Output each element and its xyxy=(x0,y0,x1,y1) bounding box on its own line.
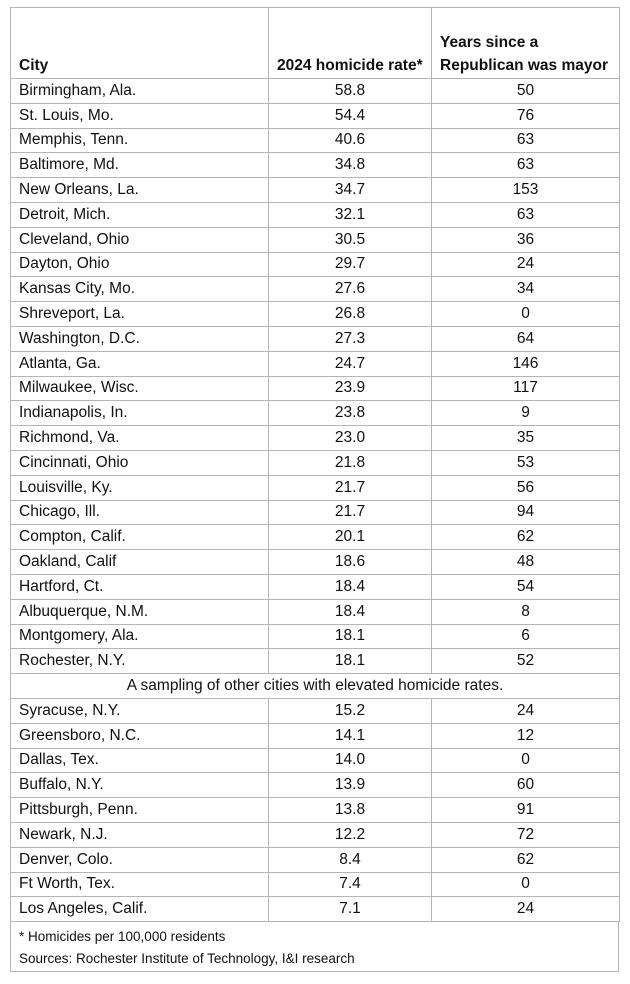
years-cell: 50 xyxy=(432,79,620,104)
city-cell: Denver, Colo. xyxy=(11,847,269,872)
sources: Sources: Rochester Institute of Technology, I&I research xyxy=(19,951,355,967)
city-cell: New Orleans, La. xyxy=(11,178,269,203)
years-cell: 34 xyxy=(432,277,620,302)
header-years-since-republican: Years since a Republican was mayor xyxy=(432,8,620,79)
city-cell: Cleveland, Ohio xyxy=(11,227,269,252)
table-row xyxy=(11,847,620,872)
rate-cell: 18.1 xyxy=(269,649,432,674)
table-row xyxy=(11,872,620,897)
rate-cell: 13.8 xyxy=(269,798,432,823)
city-cell: Cincinnati, Ohio xyxy=(11,450,269,475)
years-cell: 60 xyxy=(432,773,620,798)
table-row xyxy=(11,302,620,327)
table-row xyxy=(11,822,620,847)
table-footer xyxy=(10,922,619,972)
city-cell: Buffalo, N.Y. xyxy=(11,773,269,798)
city-cell: Richmond, Va. xyxy=(11,426,269,451)
rate-cell: 27.3 xyxy=(269,326,432,351)
table-row xyxy=(11,723,620,748)
years-cell: 91 xyxy=(432,798,620,823)
table-row xyxy=(11,550,620,575)
years-cell: 6 xyxy=(432,624,620,649)
table-row xyxy=(11,500,620,525)
city-cell: Dallas, Tex. xyxy=(11,748,269,773)
table-row xyxy=(11,351,620,376)
years-cell: 36 xyxy=(432,227,620,252)
table-row xyxy=(11,649,620,674)
rate-cell: 14.0 xyxy=(269,748,432,773)
homicide-table-container xyxy=(10,7,619,972)
years-cell: 72 xyxy=(432,822,620,847)
section-row xyxy=(11,674,620,699)
rate-cell: 58.8 xyxy=(269,79,432,104)
city-cell: Newark, N.J. xyxy=(11,822,269,847)
city-cell: Hartford, Ct. xyxy=(11,574,269,599)
rate-cell: 32.1 xyxy=(269,202,432,227)
city-cell: Washington, D.C. xyxy=(11,326,269,351)
rate-cell: 15.2 xyxy=(269,698,432,723)
table-row xyxy=(11,475,620,500)
rate-cell: 30.5 xyxy=(269,227,432,252)
years-cell: 24 xyxy=(432,698,620,723)
other-rows xyxy=(11,698,620,921)
years-cell: 0 xyxy=(432,302,620,327)
years-cell: 62 xyxy=(432,525,620,550)
city-cell: Detroit, Mich. xyxy=(11,202,269,227)
rate-cell: 23.9 xyxy=(269,376,432,401)
table-row xyxy=(11,326,620,351)
rate-cell: 21.7 xyxy=(269,500,432,525)
table-row xyxy=(11,624,620,649)
years-cell: 9 xyxy=(432,401,620,426)
rate-cell: 14.1 xyxy=(269,723,432,748)
city-cell: Montgomery, Ala. xyxy=(11,624,269,649)
table-row xyxy=(11,599,620,624)
years-cell: 146 xyxy=(432,351,620,376)
years-cell: 12 xyxy=(432,723,620,748)
city-cell: Baltimore, Md. xyxy=(11,153,269,178)
rate-cell: 12.2 xyxy=(269,822,432,847)
city-cell: Atlanta, Ga. xyxy=(11,351,269,376)
city-cell: Oakland, Calif xyxy=(11,550,269,575)
city-cell: Milwaukee, Wisc. xyxy=(11,376,269,401)
table-row xyxy=(11,773,620,798)
table-row xyxy=(11,178,620,203)
footnote: * Homicides per 100,000 residents xyxy=(19,929,226,945)
table-row xyxy=(11,277,620,302)
section-label: A sampling of other cities with elevated homicide rates. xyxy=(11,674,620,699)
years-cell: 0 xyxy=(432,748,620,773)
rate-cell: 34.8 xyxy=(269,153,432,178)
table-row xyxy=(11,798,620,823)
rate-cell: 23.8 xyxy=(269,401,432,426)
years-cell: 94 xyxy=(432,500,620,525)
years-cell: 63 xyxy=(432,153,620,178)
years-cell: 64 xyxy=(432,326,620,351)
years-cell: 24 xyxy=(432,897,620,922)
header-homicide-rate: 2024 homicide rate* xyxy=(269,8,432,79)
city-cell: Compton, Calif. xyxy=(11,525,269,550)
table-row xyxy=(11,401,620,426)
years-cell: 54 xyxy=(432,574,620,599)
years-cell: 35 xyxy=(432,426,620,451)
rate-cell: 7.4 xyxy=(269,872,432,897)
years-cell: 56 xyxy=(432,475,620,500)
city-cell: Greensboro, N.C. xyxy=(11,723,269,748)
city-cell: Kansas City, Mo. xyxy=(11,277,269,302)
city-cell: St. Louis, Mo. xyxy=(11,103,269,128)
city-cell: Louisville, Ky. xyxy=(11,475,269,500)
city-cell: Chicago, Ill. xyxy=(11,500,269,525)
city-cell: Ft Worth, Tex. xyxy=(11,872,269,897)
city-cell: Rochester, N.Y. xyxy=(11,649,269,674)
city-cell: Birmingham, Ala. xyxy=(11,79,269,104)
city-cell: Memphis, Tenn. xyxy=(11,128,269,153)
rate-cell: 27.6 xyxy=(269,277,432,302)
rate-cell: 29.7 xyxy=(269,252,432,277)
rate-cell: 18.1 xyxy=(269,624,432,649)
rate-cell: 18.4 xyxy=(269,599,432,624)
years-cell: 53 xyxy=(432,450,620,475)
table-row xyxy=(11,426,620,451)
table-row xyxy=(11,103,620,128)
rate-cell: 21.8 xyxy=(269,450,432,475)
city-cell: Shreveport, La. xyxy=(11,302,269,327)
years-cell: 52 xyxy=(432,649,620,674)
table-row xyxy=(11,450,620,475)
rate-cell: 23.0 xyxy=(269,426,432,451)
rate-cell: 7.1 xyxy=(269,897,432,922)
table-row xyxy=(11,376,620,401)
rate-cell: 18.4 xyxy=(269,574,432,599)
table-row xyxy=(11,79,620,104)
rate-cell: 54.4 xyxy=(269,103,432,128)
table-row xyxy=(11,128,620,153)
rate-cell: 13.9 xyxy=(269,773,432,798)
table-row xyxy=(11,897,620,922)
table-row xyxy=(11,252,620,277)
homicide-table xyxy=(10,7,620,922)
rate-cell: 21.7 xyxy=(269,475,432,500)
table-row xyxy=(11,202,620,227)
city-cell: Pittsburgh, Penn. xyxy=(11,798,269,823)
years-cell: 76 xyxy=(432,103,620,128)
years-cell: 48 xyxy=(432,550,620,575)
city-cell: Indianapolis, In. xyxy=(11,401,269,426)
years-cell: 8 xyxy=(432,599,620,624)
rate-cell: 26.8 xyxy=(269,302,432,327)
years-cell: 63 xyxy=(432,202,620,227)
table-row xyxy=(11,227,620,252)
years-cell: 0 xyxy=(432,872,620,897)
header-row xyxy=(11,8,620,79)
rate-cell: 24.7 xyxy=(269,351,432,376)
years-cell: 153 xyxy=(432,178,620,203)
years-cell: 63 xyxy=(432,128,620,153)
main-rows xyxy=(11,79,620,674)
header-city: City xyxy=(11,8,269,79)
rate-cell: 18.6 xyxy=(269,550,432,575)
rate-cell: 20.1 xyxy=(269,525,432,550)
table-row xyxy=(11,748,620,773)
city-cell: Dayton, Ohio xyxy=(11,252,269,277)
city-cell: Los Angeles, Calif. xyxy=(11,897,269,922)
table-row xyxy=(11,698,620,723)
city-cell: Syracuse, N.Y. xyxy=(11,698,269,723)
city-cell: Albuquerque, N.M. xyxy=(11,599,269,624)
rate-cell: 34.7 xyxy=(269,178,432,203)
years-cell: 117 xyxy=(432,376,620,401)
rate-cell: 40.6 xyxy=(269,128,432,153)
rate-cell: 8.4 xyxy=(269,847,432,872)
table-row xyxy=(11,525,620,550)
section-divider xyxy=(11,674,620,699)
years-cell: 24 xyxy=(432,252,620,277)
years-cell: 62 xyxy=(432,847,620,872)
table-row xyxy=(11,574,620,599)
table-row xyxy=(11,153,620,178)
